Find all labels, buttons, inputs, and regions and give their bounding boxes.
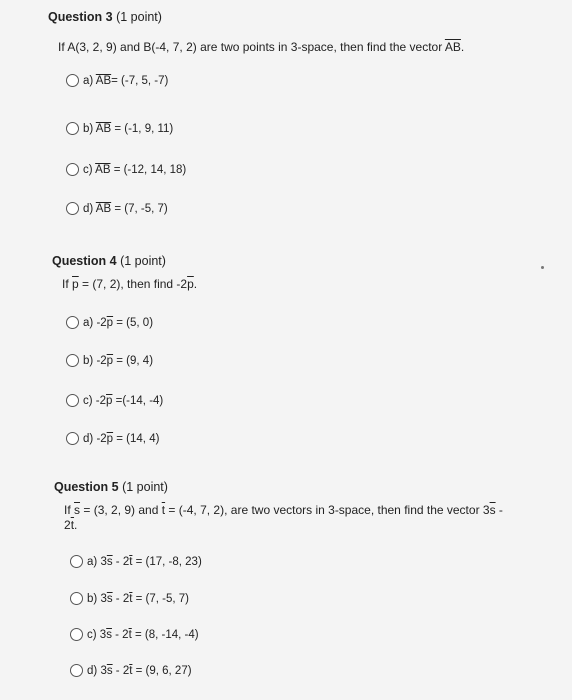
radio-button[interactable]: [70, 555, 83, 568]
question-5-option-a[interactable]: a) $3\overline{s} - 2\overline{t} = (17$, -8, 23): [70, 555, 202, 568]
question-3-option-a[interactable]: a) $\overline{AB}= (-7$, 5, -7): [66, 74, 168, 87]
question-4-title: Question 4 (1 point): [52, 254, 166, 268]
question-5-option-b[interactable]: b) $3\overline{s} - 2\overline{t} = (7$, -5, 7): [70, 592, 189, 605]
radio-button[interactable]: [70, 664, 83, 677]
radio-button[interactable]: [66, 74, 79, 87]
radio-button[interactable]: [66, 432, 79, 445]
question-4-option-c[interactable]: c) $-2\overline{p} =(-14$, -4): [66, 394, 163, 407]
radio-button[interactable]: [66, 202, 79, 215]
radio-button[interactable]: [70, 592, 83, 605]
question-3-option-c[interactable]: c) $\overline{AB} = (-12$, 14, 18): [66, 163, 186, 176]
question-3-prompt: If A(3, 2, 9) and B(-4, 7, 2) are two points in 3-space, then find the vector $\overline{AB}$.: [58, 40, 465, 54]
question-3-option-b[interactable]: b) $\overline{AB} = (-1$, 9, 11): [66, 122, 173, 135]
question-4-prompt: If $\overline{p} = (7$, 2), then find $-2\overline{p}$.: [62, 277, 198, 291]
question-3-option-d[interactable]: d) $\overline{AB} = (7$, -5, 7): [66, 202, 168, 215]
question-5-option-c[interactable]: c) $3\overline{s} - 2\overline{t} = (8$, -14, -4): [70, 628, 199, 641]
radio-button[interactable]: [66, 316, 79, 329]
question-5-option-d[interactable]: d) $3\overline{s} - 2\overline{t} = (9$, 6, 27): [70, 664, 192, 677]
radio-button[interactable]: [66, 122, 79, 135]
radio-button[interactable]: [66, 354, 79, 367]
question-4-option-d[interactable]: d) $-2\overline{p} = (14$, 4): [66, 432, 159, 445]
question-4-option-a[interactable]: a) $-2\overline{p} = (5$, 0): [66, 316, 153, 329]
radio-button[interactable]: [70, 628, 83, 641]
question-5-title: Question 5 (1 point): [54, 480, 168, 494]
radio-button[interactable]: [66, 163, 79, 176]
stray-dot: [541, 266, 544, 269]
radio-button[interactable]: [66, 394, 79, 407]
question-4-option-b[interactable]: b) $-2\overline{p} = (9$, 4): [66, 354, 153, 367]
question-5-prompt: If $\overline{s} = (3$, 2, 9) and $\overline{t} = (-4$, 7, 2), are two vectors in 3-space, then find the vector $3\overline{s}$ - $2\overline{t}$.: [64, 503, 503, 532]
question-3-title: Question 3 (1 point): [48, 10, 162, 24]
